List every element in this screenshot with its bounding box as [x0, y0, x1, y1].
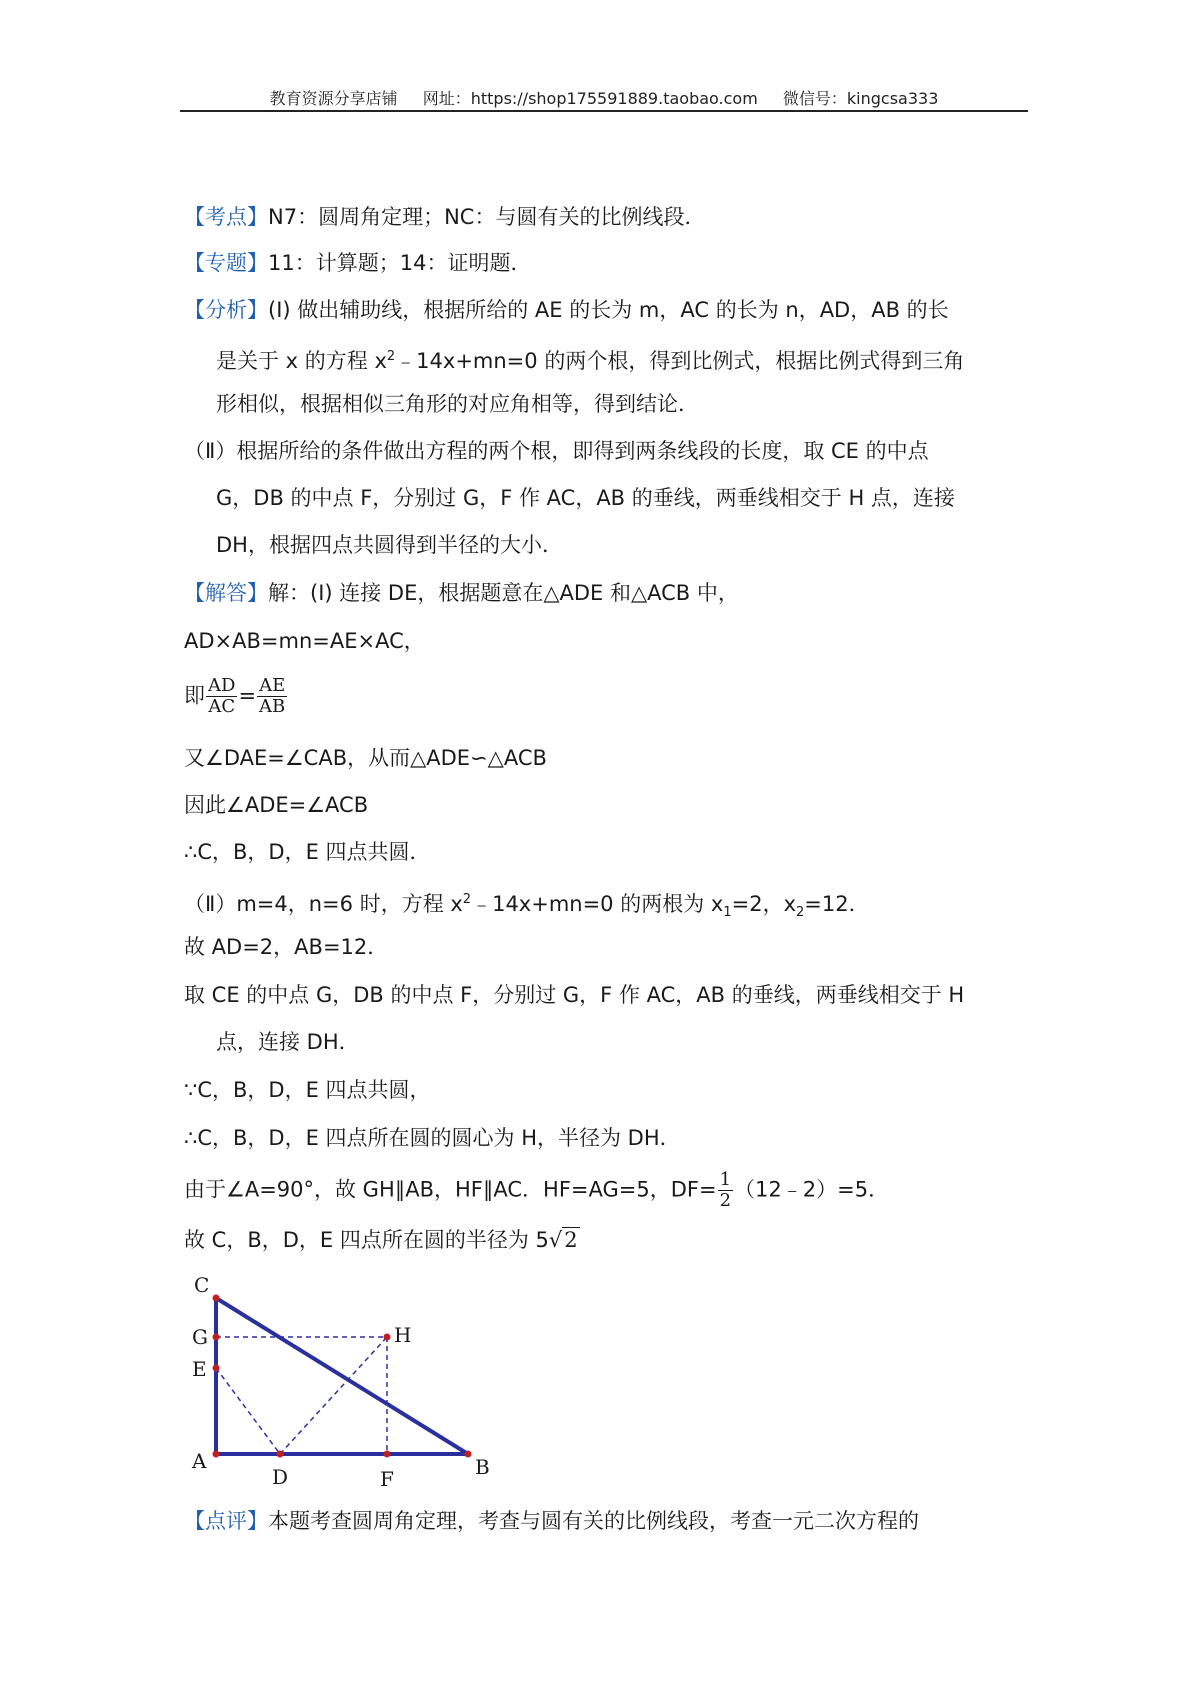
- segment-ed: [216, 1368, 280, 1454]
- jieda-text-3: 即: [184, 683, 205, 708]
- jieda-line-14: [184, 1225, 580, 1255]
- jieda-text-9: 取 CE 的中点 G，DB 的中点 F，分别过 G，F 作 AC，AB 的垂线，两垂线相交于 H: [184, 983, 965, 1007]
- jieda-line-13: [184, 1170, 889, 1211]
- exponent: 2: [462, 892, 472, 907]
- jieda-text-4: 又∠DAE=∠CAB，从而△ADE∽△ACB: [184, 746, 547, 770]
- kaodian-text: N7：圆周角定理；NC：与圆有关的比例线段．: [268, 205, 706, 229]
- fraction-ae-ab: [257, 676, 287, 717]
- jieda-text-5: 因此∠ADE=∠ACB: [184, 793, 369, 817]
- jieda-line-7: [184, 885, 870, 928]
- label-b: B: [475, 1455, 490, 1479]
- fraction-denominator: 2: [719, 1190, 732, 1211]
- kaodian-tag: 【考点】: [184, 205, 268, 229]
- fenxi-line-2: [216, 342, 964, 376]
- label-c: C: [194, 1273, 210, 1297]
- fraction-one-half: [718, 1170, 733, 1211]
- jieda-line-5: [184, 790, 368, 820]
- subscript: 1: [723, 905, 732, 921]
- fraction-ad-ac: [206, 676, 237, 717]
- point-h: [384, 1334, 391, 1341]
- fenxi-text-3: 形相似，根据相似三角形的对应角相等，得到结论．: [216, 392, 699, 416]
- page-header: [180, 86, 1028, 112]
- jieda-text-13a: 由于∠A=90°，故 GH∥AB，HF∥AC．HF=AG=5，DF=: [184, 1177, 717, 1202]
- label-h: H: [394, 1323, 412, 1347]
- zhuanti-text: 11：计算题；14：证明题．: [268, 251, 532, 275]
- fenxi-line-1: [184, 295, 949, 325]
- jieda-line-2: [184, 626, 425, 656]
- jieda-text-12: ∴C，B，D，E 四点所在圆的圆心为 H，半径为 DH．: [184, 1126, 681, 1150]
- point-a: [213, 1451, 220, 1458]
- label-d: D: [272, 1465, 289, 1489]
- jieda-line-11: [184, 1075, 431, 1105]
- point-g: [213, 1334, 220, 1341]
- jieda-line-1: [184, 578, 739, 608]
- exponent: 2: [386, 349, 396, 364]
- dianping-tag: 【点评】: [184, 1509, 268, 1533]
- jieda-line-6: [184, 837, 431, 867]
- jieda-text-7b: ﹣14x+mn=0 的两根为 x: [471, 892, 724, 916]
- shop-name: 教育资源分享店铺: [269, 89, 398, 108]
- point-e: [213, 1365, 220, 1372]
- label-e: E: [192, 1357, 207, 1381]
- label-g: G: [192, 1325, 208, 1349]
- jieda-text-13b: （12﹣2）=5．: [734, 1177, 890, 1202]
- fraction-numerator: AD: [208, 675, 236, 696]
- fenxi-text-5: G，DB 的中点 F，分别过 G，F 作 AC，AB 的垂线，两垂线相交于 H 点，连接: [216, 486, 955, 510]
- fenxi-tag: 【分析】: [184, 298, 268, 322]
- jieda-text-2: AD×AB=mn=AE×AC，: [184, 629, 425, 653]
- segment-cb: [216, 1298, 468, 1454]
- jieda-text-1: 解：(Ⅰ) 连接 DE，根据题意在△ADE 和△ACB 中，: [268, 581, 739, 605]
- point-d: [277, 1451, 284, 1458]
- dianping-text: 本题考查圆周角定理，考查与圆有关的比例线段，考查一元二次方程的: [268, 1509, 919, 1533]
- fenxi-text-4: （Ⅱ）根据所给的条件做出方程的两个根，即得到两条线段的长度，取 CE 的中点: [184, 439, 929, 463]
- jieda-line-4: [184, 743, 547, 773]
- wechat-id: 微信号：kingcsa333: [782, 89, 939, 108]
- header-divider: [180, 110, 1028, 112]
- kaodian-line: [184, 202, 705, 232]
- jieda-text-7a: （Ⅱ）m=4，n=6 时，方程 x: [184, 892, 463, 916]
- jieda-tag: 【解答】: [184, 581, 268, 605]
- fenxi-text-1: (Ⅰ) 做出辅助线，根据所给的 AE 的长为 m，AC 的长为 n，AD，AB 的长: [268, 298, 949, 322]
- radicand: 2: [564, 1228, 578, 1252]
- jieda-text-6: ∴C，B，D，E 四点共圆．: [184, 840, 431, 864]
- fenxi-text-2a: 是关于 x 的方程 x: [216, 349, 387, 373]
- geometry-figure: [180, 1270, 520, 1490]
- fenxi-text-2b: ﹣14x+mn=0 的两个根，得到比例式，根据比例式得到三角: [395, 349, 965, 373]
- jieda-line-12: [184, 1123, 681, 1153]
- fraction-numerator: AE: [259, 675, 286, 696]
- dianping-line: [184, 1506, 919, 1536]
- jieda-text-11: ∵C，B，D，E 四点共圆，: [184, 1078, 431, 1102]
- point-c: [213, 1295, 220, 1302]
- fenxi-line-5: [216, 483, 955, 513]
- subscript: 2: [796, 905, 805, 921]
- radical: [549, 1227, 580, 1252]
- fraction-numerator: 1: [719, 1169, 732, 1190]
- label-f: F: [380, 1467, 394, 1490]
- jieda-text-8: 故 AD=2，AB=12．: [184, 935, 389, 959]
- zhuanti-line: [184, 248, 531, 278]
- fenxi-line-6: [216, 530, 563, 560]
- jieda-text-7d: =12．: [804, 892, 870, 916]
- fenxi-line-3: [216, 389, 699, 419]
- jieda-line-10: [216, 1027, 360, 1057]
- jieda-line-3: [184, 676, 288, 717]
- fraction-denominator: AB: [259, 696, 286, 717]
- jieda-line-8: [184, 932, 388, 962]
- equals-sign: =: [238, 683, 257, 708]
- point-f: [384, 1451, 391, 1458]
- fenxi-line-4: [184, 436, 929, 466]
- jieda-text-10: 点，连接 DH．: [216, 1030, 360, 1054]
- point-b: [465, 1451, 472, 1458]
- zhuanti-tag: 【专题】: [184, 251, 268, 275]
- shop-url[interactable]: 网址：https://shop175591889.taobao.com: [422, 89, 758, 108]
- jieda-text-7c: =2，x: [731, 892, 796, 916]
- jieda-line-9: [184, 980, 964, 1010]
- radical-sign: √: [548, 1228, 563, 1252]
- fenxi-text-6: DH，根据四点共圆得到半径的大小．: [216, 533, 563, 557]
- fraction-denominator: AC: [208, 696, 236, 717]
- jieda-text-14: 故 C，B，D，E 四点所在圆的半径为 5: [184, 1228, 549, 1252]
- label-a: A: [192, 1449, 207, 1473]
